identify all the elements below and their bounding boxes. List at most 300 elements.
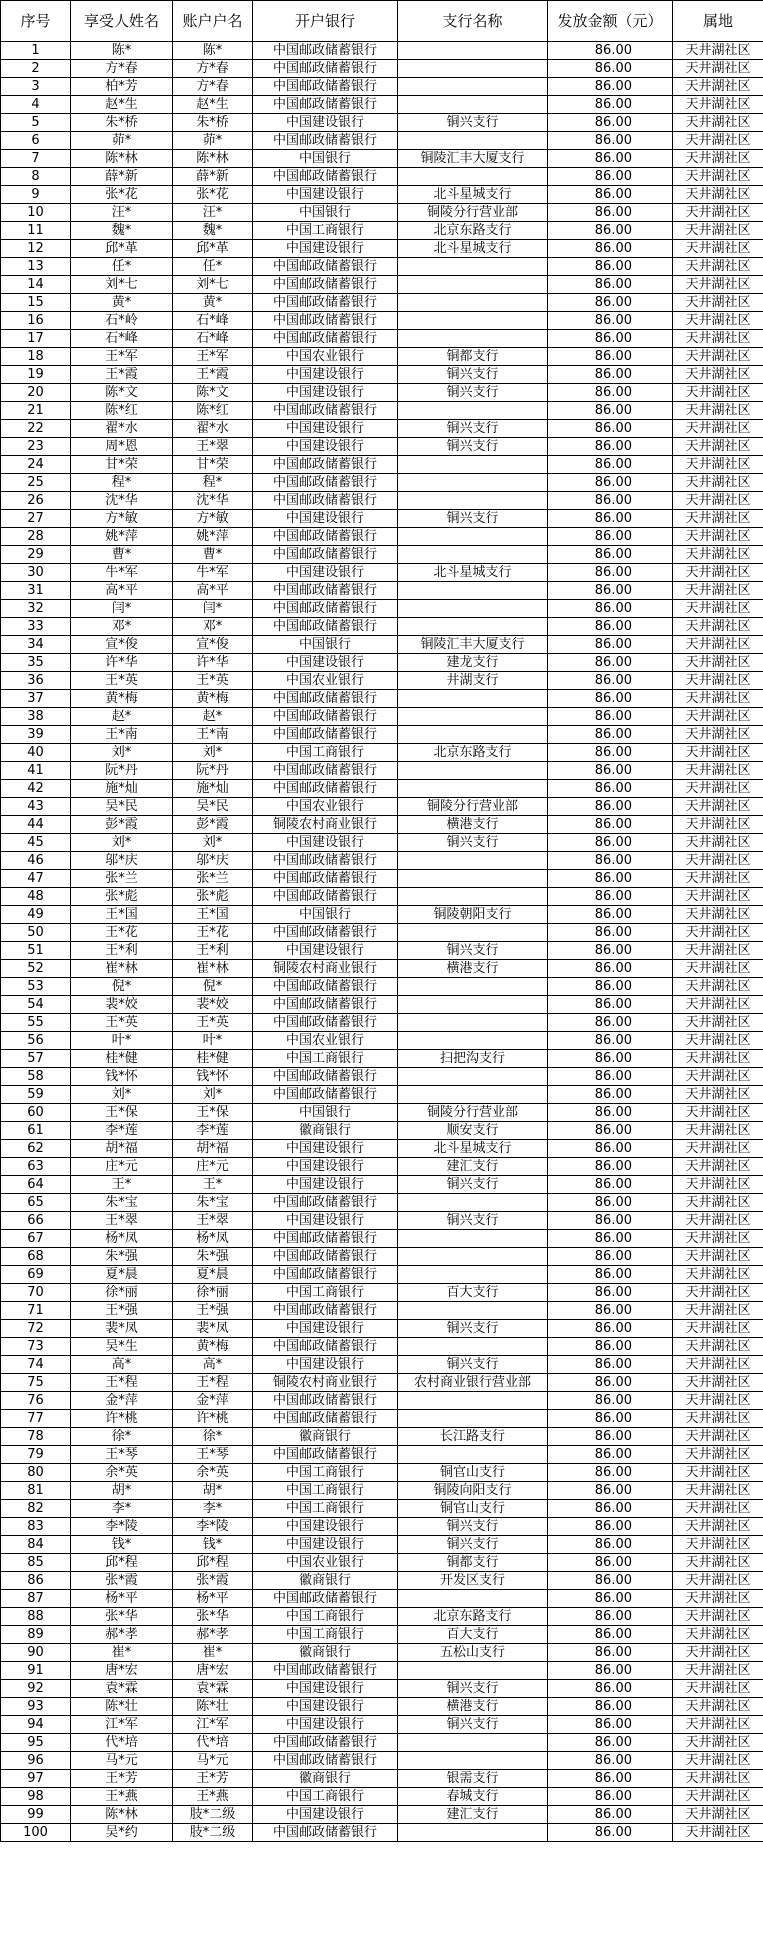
bank-cell: 中国工商银行 [253,744,398,762]
amount-cell: 86.00 [548,654,673,672]
serial-no-cell: 36 [1,672,71,690]
amount-cell: 86.00 [548,1716,673,1734]
branch-cell [398,1194,548,1212]
branch-cell: 铜官山支行 [398,1464,548,1482]
bank-cell: 中国银行 [253,636,398,654]
bank-cell: 铜陵农村商业银行 [253,816,398,834]
area-cell: 天井湖社区 [673,1698,763,1716]
area-cell: 天井湖社区 [673,150,763,168]
branch-cell [398,60,548,78]
branch-cell: 铜兴支行 [398,384,548,402]
amount-cell: 86.00 [548,1518,673,1536]
recipient-name-cell: 朱*强 [71,1248,173,1266]
area-cell: 天井湖社区 [673,798,763,816]
area-cell: 天井湖社区 [673,1320,763,1338]
recipient-name-cell: 王*程 [71,1374,173,1392]
bank-cell: 中国建设银行 [253,1140,398,1158]
table-row [1,1122,763,1140]
bank-cell: 中国建设银行 [253,186,398,204]
area-cell: 天井湖社区 [673,816,763,834]
area-cell: 天井湖社区 [673,654,763,672]
account-name-cell: 方*春 [173,78,253,96]
bank-cell: 徽商银行 [253,1572,398,1590]
area-cell: 天井湖社区 [673,1716,763,1734]
area-cell: 天井湖社区 [673,276,763,294]
serial-no-cell: 50 [1,924,71,942]
serial-no-cell: 56 [1,1032,71,1050]
amount-cell: 86.00 [548,438,673,456]
bank-cell: 中国建设银行 [253,942,398,960]
account-name-cell: 方*春 [173,60,253,78]
table-row [1,1662,763,1680]
account-name-cell: 张*霞 [173,1572,253,1590]
branch-cell: 铜陵汇丰大厦支行 [398,636,548,654]
branch-cell [398,888,548,906]
branch-cell [398,600,548,618]
recipient-name-cell: 甘*荣 [71,456,173,474]
amount-cell: 86.00 [548,600,673,618]
amount-cell: 86.00 [548,384,673,402]
serial-no-cell: 37 [1,690,71,708]
serial-no-cell: 39 [1,726,71,744]
bank-cell: 中国邮政储蓄银行 [253,1410,398,1428]
amount-cell: 86.00 [548,330,673,348]
branch-cell [398,1302,548,1320]
bank-cell: 中国银行 [253,150,398,168]
amount-cell: 86.00 [548,1014,673,1032]
serial-no-cell: 78 [1,1428,71,1446]
serial-no-cell: 11 [1,222,71,240]
table-row [1,1788,763,1806]
serial-no-cell: 46 [1,852,71,870]
recipient-name-cell: 薛*新 [71,168,173,186]
branch-cell: 铜兴支行 [398,942,548,960]
bank-cell: 中国工商银行 [253,1050,398,1068]
bank-cell: 铜陵农村商业银行 [253,1374,398,1392]
area-cell: 天井湖社区 [673,1266,763,1284]
table-row [1,1770,763,1788]
account-name-cell: 王*强 [173,1302,253,1320]
account-name-cell: 马*元 [173,1752,253,1770]
recipient-name-cell: 杨*平 [71,1590,173,1608]
branch-cell: 长江路支行 [398,1428,548,1446]
table-row [1,420,763,438]
amount-cell: 86.00 [548,744,673,762]
account-name-cell: 刘* [173,744,253,762]
account-name-cell: 江*军 [173,1716,253,1734]
table-row [1,384,763,402]
recipient-name-cell: 袁*霖 [71,1680,173,1698]
serial-no-cell: 69 [1,1266,71,1284]
branch-cell [398,132,548,150]
serial-no-cell: 38 [1,708,71,726]
amount-cell: 86.00 [548,546,673,564]
serial-no-cell: 13 [1,258,71,276]
amount-cell: 86.00 [548,132,673,150]
table-row [1,132,763,150]
area-cell: 天井湖社区 [673,1554,763,1572]
branch-cell [398,1248,548,1266]
area-cell: 天井湖社区 [673,960,763,978]
area-cell: 天井湖社区 [673,186,763,204]
amount-cell: 86.00 [548,582,673,600]
branch-cell [398,1086,548,1104]
bank-cell: 中国建设银行 [253,1680,398,1698]
amount-cell: 86.00 [548,1104,673,1122]
table-row [1,1410,763,1428]
recipient-name-cell: 赵*生 [71,96,173,114]
serial-no-cell: 87 [1,1590,71,1608]
account-name-cell: 牛*军 [173,564,253,582]
account-name-cell: 金*萍 [173,1392,253,1410]
table-row [1,492,763,510]
recipient-name-cell: 施*灿 [71,780,173,798]
branch-cell: 铜陵分行营业部 [398,798,548,816]
table-row [1,1140,763,1158]
area-cell: 天井湖社区 [673,420,763,438]
serial-no-cell: 19 [1,366,71,384]
serial-no-cell: 55 [1,1014,71,1032]
serial-no-cell: 92 [1,1680,71,1698]
account-name-cell: 许*华 [173,654,253,672]
recipient-name-cell: 金*萍 [71,1392,173,1410]
branch-cell [398,618,548,636]
table-row [1,168,763,186]
table-row [1,1518,763,1536]
area-cell: 天井湖社区 [673,1770,763,1788]
serial-no-cell: 68 [1,1248,71,1266]
recipient-name-cell: 张*华 [71,1608,173,1626]
branch-cell [398,582,548,600]
amount-cell: 86.00 [548,114,673,132]
amount-cell: 86.00 [548,1086,673,1104]
amount-cell: 86.00 [548,870,673,888]
account-name-cell: 庄*元 [173,1158,253,1176]
account-name-cell: 胡* [173,1482,253,1500]
branch-cell [398,276,548,294]
table-row [1,1680,763,1698]
area-cell: 天井湖社区 [673,636,763,654]
area-cell: 天井湖社区 [673,780,763,798]
serial-no-cell: 75 [1,1374,71,1392]
serial-no-cell: 94 [1,1716,71,1734]
branch-cell [398,1014,548,1032]
area-cell: 天井湖社区 [673,1104,763,1122]
branch-cell [398,1230,548,1248]
amount-cell: 86.00 [548,618,673,636]
amount-cell: 86.00 [548,456,673,474]
serial-no-cell: 67 [1,1230,71,1248]
recipient-name-cell: 阮*丹 [71,762,173,780]
bank-cell: 中国邮政储蓄银行 [253,1194,398,1212]
amount-cell: 86.00 [548,1734,673,1752]
account-name-cell: 陈*红 [173,402,253,420]
bank-cell: 中国邮政储蓄银行 [253,1824,398,1842]
recipient-name-cell: 许*华 [71,654,173,672]
bank-cell: 中国邮政储蓄银行 [253,870,398,888]
table-row [1,564,763,582]
recipient-name-cell: 李* [71,1500,173,1518]
table-row [1,726,763,744]
area-cell: 天井湖社区 [673,402,763,420]
header-amount: 发放金额（元） [548,1,673,42]
bank-cell: 中国邮政储蓄银行 [253,330,398,348]
bank-cell: 中国农业银行 [253,348,398,366]
bank-cell: 中国农业银行 [253,1032,398,1050]
branch-cell: 横港支行 [398,1698,548,1716]
recipient-name-cell: 桂*健 [71,1050,173,1068]
table-row [1,366,763,384]
account-name-cell: 王*南 [173,726,253,744]
account-name-cell: 吴*民 [173,798,253,816]
area-cell: 天井湖社区 [673,60,763,78]
amount-cell: 86.00 [548,528,673,546]
area-cell: 天井湖社区 [673,1392,763,1410]
branch-cell: 铜兴支行 [398,1176,548,1194]
account-name-cell: 陈* [173,42,253,60]
area-cell: 天井湖社区 [673,924,763,942]
amount-cell: 86.00 [548,1554,673,1572]
table-row [1,474,763,492]
account-name-cell: 杨*凤 [173,1230,253,1248]
branch-cell [398,1446,548,1464]
amount-cell: 86.00 [548,1662,673,1680]
account-name-cell: 邬*庆 [173,852,253,870]
branch-cell: 北京东路支行 [398,222,548,240]
amount-cell: 86.00 [548,1374,673,1392]
recipient-name-cell: 赵* [71,708,173,726]
account-name-cell: 王*程 [173,1374,253,1392]
table-row [1,852,763,870]
account-name-cell: 闫* [173,600,253,618]
area-cell: 天井湖社区 [673,582,763,600]
bank-cell: 中国建设银行 [253,564,398,582]
bank-cell: 中国邮政储蓄银行 [253,474,398,492]
branch-cell [398,1824,548,1842]
recipient-name-cell: 王*花 [71,924,173,942]
serial-no-cell: 32 [1,600,71,618]
serial-no-cell: 99 [1,1806,71,1824]
serial-no-cell: 41 [1,762,71,780]
serial-no-cell: 81 [1,1482,71,1500]
serial-no-cell: 40 [1,744,71,762]
bank-cell: 中国邮政储蓄银行 [253,618,398,636]
serial-no-cell: 24 [1,456,71,474]
amount-cell: 86.00 [548,1644,673,1662]
branch-cell: 铜兴支行 [398,1212,548,1230]
area-cell: 天井湖社区 [673,870,763,888]
area-cell: 天井湖社区 [673,762,763,780]
branch-cell [398,1266,548,1284]
amount-cell: 86.00 [548,942,673,960]
area-cell: 天井湖社区 [673,1752,763,1770]
bank-cell: 中国建设银行 [253,834,398,852]
branch-cell [398,402,548,420]
account-name-cell: 肢*二级 [173,1824,253,1842]
table-row [1,654,763,672]
bank-cell: 中国工商银行 [253,1626,398,1644]
bank-cell: 中国邮政储蓄银行 [253,402,398,420]
serial-no-cell: 74 [1,1356,71,1374]
recipient-name-cell: 茆* [71,132,173,150]
branch-cell: 铜兴支行 [398,834,548,852]
branch-cell: 铜都支行 [398,1554,548,1572]
area-cell: 天井湖社区 [673,942,763,960]
branch-cell: 铜陵分行营业部 [398,204,548,222]
area-cell: 天井湖社区 [673,1284,763,1302]
table-row [1,996,763,1014]
account-name-cell: 余*英 [173,1464,253,1482]
account-name-cell: 刘*七 [173,276,253,294]
amount-cell: 86.00 [548,564,673,582]
serial-no-cell: 31 [1,582,71,600]
account-name-cell: 邓* [173,618,253,636]
recipient-name-cell: 马*元 [71,1752,173,1770]
amount-cell: 86.00 [548,258,673,276]
account-name-cell: 代*培 [173,1734,253,1752]
serial-no-cell: 82 [1,1500,71,1518]
branch-cell [398,312,548,330]
account-name-cell: 张*华 [173,1608,253,1626]
area-cell: 天井湖社区 [673,1410,763,1428]
amount-cell: 86.00 [548,1500,673,1518]
serial-no-cell: 84 [1,1536,71,1554]
area-cell: 天井湖社区 [673,1680,763,1698]
recipient-name-cell: 石*岭 [71,312,173,330]
recipient-name-cell: 高*平 [71,582,173,600]
amount-cell: 86.00 [548,1608,673,1626]
table-row [1,240,763,258]
serial-no-cell: 79 [1,1446,71,1464]
table-row [1,906,763,924]
branch-cell [398,1752,548,1770]
recipient-name-cell: 牛*军 [71,564,173,582]
recipient-name-cell: 吴*约 [71,1824,173,1842]
recipient-name-cell: 徐*丽 [71,1284,173,1302]
account-name-cell: 李*莲 [173,1122,253,1140]
bank-cell: 中国邮政储蓄银行 [253,690,398,708]
recipient-name-cell: 吴*生 [71,1338,173,1356]
account-name-cell: 王*军 [173,348,253,366]
amount-cell: 86.00 [548,1284,673,1302]
area-cell: 天井湖社区 [673,1014,763,1032]
bank-cell: 中国邮政储蓄银行 [253,1590,398,1608]
bank-cell: 中国工商银行 [253,1464,398,1482]
table-row [1,762,763,780]
serial-no-cell: 29 [1,546,71,564]
serial-no-cell: 88 [1,1608,71,1626]
account-name-cell: 宣*俊 [173,636,253,654]
recipient-name-cell: 邬*庆 [71,852,173,870]
account-name-cell: 朱*桥 [173,114,253,132]
amount-cell: 86.00 [548,78,673,96]
serial-no-cell: 66 [1,1212,71,1230]
branch-cell [398,456,548,474]
table-row [1,150,763,168]
area-cell: 天井湖社区 [673,546,763,564]
amount-cell: 86.00 [548,924,673,942]
account-name-cell: 刘* [173,1086,253,1104]
header-account-name: 账户户名 [173,1,253,42]
recipient-name-cell: 刘* [71,744,173,762]
recipient-name-cell: 闫* [71,600,173,618]
bank-cell: 中国建设银行 [253,1212,398,1230]
amount-cell: 86.00 [548,834,673,852]
serial-no-cell: 44 [1,816,71,834]
serial-no-cell: 20 [1,384,71,402]
bank-cell: 中国银行 [253,1104,398,1122]
branch-cell: 铜陵分行营业部 [398,1104,548,1122]
amount-cell: 86.00 [548,726,673,744]
branch-cell [398,1068,548,1086]
account-name-cell: 翟*水 [173,420,253,438]
account-name-cell: 黄* [173,294,253,312]
branch-cell: 扫把沟支行 [398,1050,548,1068]
area-cell: 天井湖社区 [673,510,763,528]
amount-cell: 86.00 [548,60,673,78]
area-cell: 天井湖社区 [673,1194,763,1212]
table-row [1,834,763,852]
bank-cell: 中国邮政储蓄银行 [253,258,398,276]
recipient-name-cell: 朱*宝 [71,1194,173,1212]
table-row [1,1554,763,1572]
bank-cell: 中国邮政储蓄银行 [253,888,398,906]
branch-cell [398,546,548,564]
account-name-cell: 邱*程 [173,1554,253,1572]
bank-cell: 中国邮政储蓄银行 [253,726,398,744]
serial-no-cell: 52 [1,960,71,978]
recipient-name-cell: 胡*福 [71,1140,173,1158]
area-cell: 天井湖社区 [673,258,763,276]
amount-cell: 86.00 [548,1590,673,1608]
recipient-name-cell: 胡* [71,1482,173,1500]
recipient-name-cell: 沈*华 [71,492,173,510]
recipient-name-cell: 钱*怀 [71,1068,173,1086]
table-row [1,708,763,726]
recipient-name-cell: 柏*芳 [71,78,173,96]
recipient-name-cell: 江*军 [71,1716,173,1734]
table-row [1,1266,763,1284]
amount-cell: 86.00 [548,1068,673,1086]
table-row [1,1716,763,1734]
amount-cell: 86.00 [548,978,673,996]
recipient-name-cell: 王*琴 [71,1446,173,1464]
branch-cell: 建汇支行 [398,1158,548,1176]
serial-no-cell: 35 [1,654,71,672]
amount-cell: 86.00 [548,1140,673,1158]
serial-no-cell: 62 [1,1140,71,1158]
branch-cell: 铜兴支行 [398,438,548,456]
area-cell: 天井湖社区 [673,1230,763,1248]
table-row [1,1212,763,1230]
recipient-name-cell: 陈*壮 [71,1698,173,1716]
area-cell: 天井湖社区 [673,1446,763,1464]
account-name-cell: 黄*梅 [173,690,253,708]
amount-cell: 86.00 [548,1266,673,1284]
amount-cell: 86.00 [548,906,673,924]
table-row [1,582,763,600]
table-row [1,546,763,564]
table-row [1,1608,763,1626]
table-row [1,978,763,996]
area-cell: 天井湖社区 [673,474,763,492]
account-name-cell: 施*灿 [173,780,253,798]
bank-cell: 中国邮政储蓄银行 [253,1662,398,1680]
bank-cell: 中国邮政储蓄银行 [253,528,398,546]
area-cell: 天井湖社区 [673,1500,763,1518]
account-name-cell: 魏* [173,222,253,240]
area-cell: 天井湖社区 [673,1032,763,1050]
